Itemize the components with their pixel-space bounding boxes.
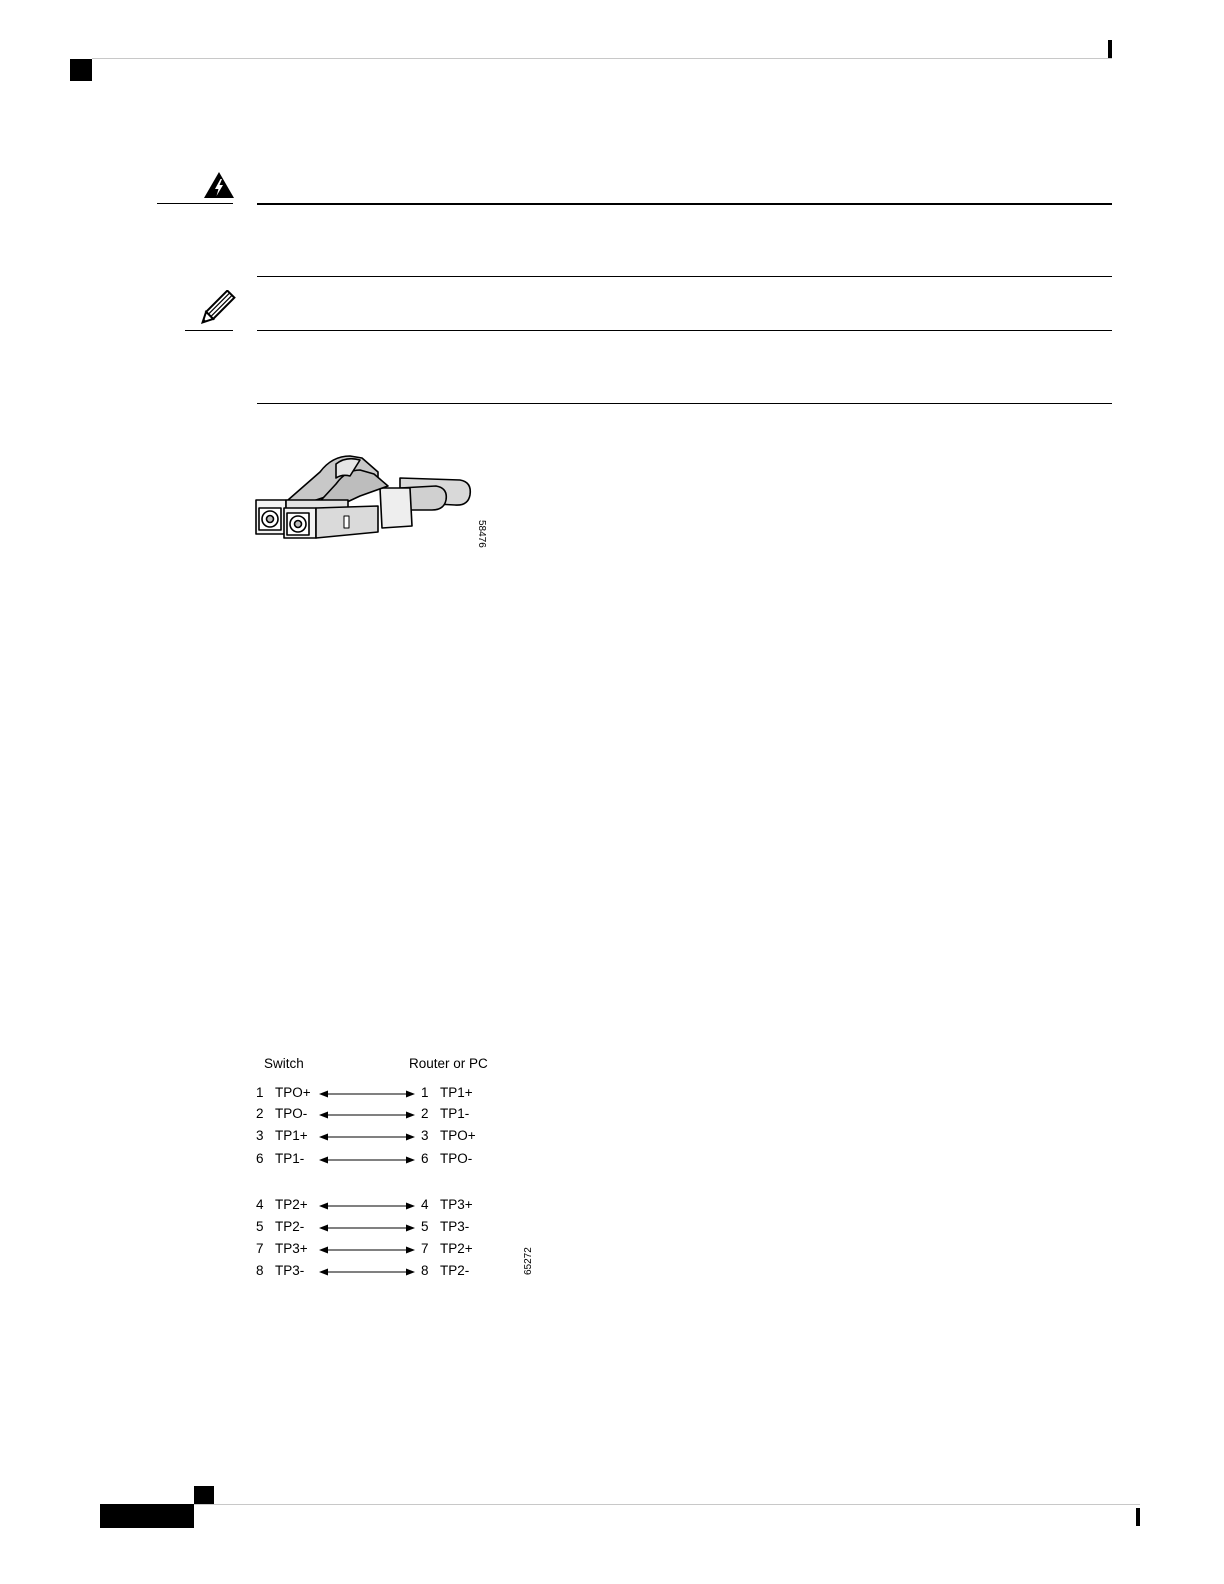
switch-pin-signal: TPO+ — [275, 1085, 311, 1100]
device-pin-signal: TP3- — [440, 1219, 470, 1234]
warning-top-rule — [257, 203, 1112, 205]
device-pin-number: 7 — [421, 1241, 429, 1256]
device-pin-number: 3 — [421, 1128, 429, 1143]
warning-label-rule — [157, 203, 233, 204]
switch-pin-number: 5 — [256, 1219, 264, 1234]
footer-marker — [194, 1486, 214, 1504]
figure-id-label: 58476 — [476, 520, 487, 548]
double-arrow-icon — [319, 1110, 415, 1120]
pinout-row — [256, 1151, 496, 1169]
double-arrow-icon — [319, 1267, 415, 1277]
switch-heading: Switch — [264, 1056, 304, 1071]
pinout-row — [256, 1241, 496, 1259]
double-arrow-icon — [319, 1245, 415, 1255]
double-arrow-icon — [319, 1132, 415, 1142]
warning-bottom-rule — [257, 276, 1112, 277]
device-pin-number: 8 — [421, 1263, 429, 1278]
switch-pin-signal: TPO- — [275, 1106, 308, 1121]
pinout-row — [256, 1263, 496, 1281]
device-pin-number: 4 — [421, 1197, 429, 1212]
switch-pin-number: 3 — [256, 1128, 264, 1143]
pencil-note-icon — [196, 290, 236, 328]
device-pin-number: 1 — [421, 1085, 429, 1100]
switch-pin-signal: TP2+ — [275, 1197, 308, 1212]
pinout-row — [256, 1197, 496, 1215]
double-arrow-icon — [319, 1223, 415, 1233]
note-bottom-rule — [257, 403, 1112, 404]
footer-page-tick — [1136, 1508, 1140, 1526]
double-arrow-icon — [319, 1089, 415, 1099]
switch-pin-signal: TP1+ — [275, 1128, 308, 1143]
warning-icon — [203, 171, 235, 199]
header-chapter-marker — [70, 59, 92, 81]
device-pin-signal: TPO+ — [440, 1128, 476, 1143]
device-pin-signal: TP2- — [440, 1263, 470, 1278]
router-pc-heading: Router or PC — [409, 1056, 488, 1071]
header-page-tick — [1108, 40, 1112, 58]
device-pin-signal: TP1+ — [440, 1085, 473, 1100]
double-arrow-icon — [319, 1201, 415, 1211]
switch-pin-number: 7 — [256, 1241, 264, 1256]
footer-bar — [100, 1504, 194, 1528]
switch-pin-signal: TP2- — [275, 1219, 305, 1234]
device-pin-signal: TP1- — [440, 1106, 470, 1121]
switch-pin-number: 6 — [256, 1151, 264, 1166]
switch-pin-signal: TP3- — [275, 1263, 305, 1278]
device-pin-number: 2 — [421, 1106, 429, 1121]
pinout-row — [256, 1085, 496, 1103]
device-pin-signal: TPO- — [440, 1151, 473, 1166]
figure-id-label: 65272 — [523, 1247, 534, 1275]
note-top-rule — [257, 330, 1112, 331]
header-rule — [92, 58, 1112, 59]
note-label-rule — [185, 330, 233, 331]
device-pin-signal: TP3+ — [440, 1197, 473, 1212]
device-pin-number: 6 — [421, 1151, 429, 1166]
pinout-row — [256, 1128, 496, 1146]
switch-pin-number: 4 — [256, 1197, 264, 1212]
device-pin-number: 5 — [421, 1219, 429, 1234]
pinout-row — [256, 1219, 496, 1237]
pinout-row — [256, 1106, 496, 1124]
switch-pin-signal: TP3+ — [275, 1241, 308, 1256]
footer-rule — [194, 1504, 1140, 1505]
switch-pin-number: 8 — [256, 1263, 264, 1278]
device-pin-signal: TP2+ — [440, 1241, 473, 1256]
switch-pin-number: 2 — [256, 1106, 264, 1121]
double-arrow-icon — [319, 1155, 415, 1165]
switch-pin-signal: TP1- — [275, 1151, 305, 1166]
switch-pin-number: 1 — [256, 1085, 264, 1100]
